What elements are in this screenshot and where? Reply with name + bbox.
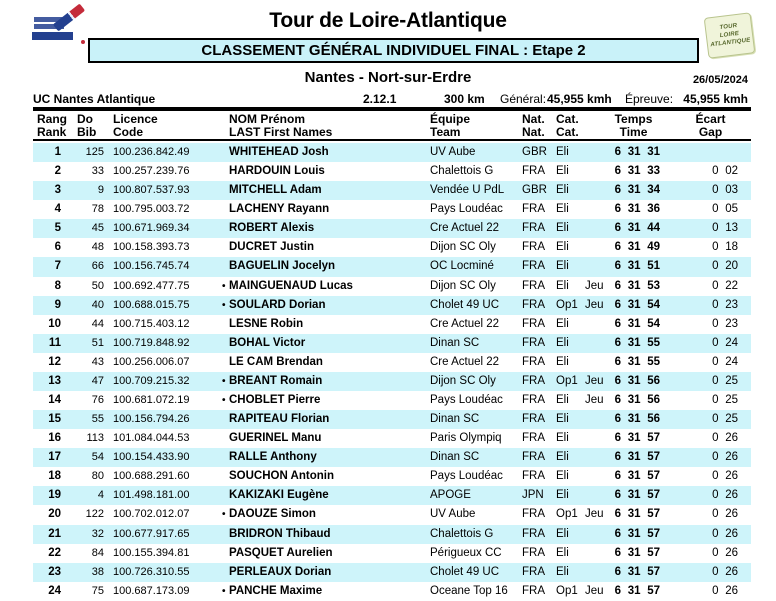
category: Eli [556,336,569,349]
rank-cell: 1 [54,146,61,158]
licence-cell: 100.677.917.65 [113,527,190,540]
rank-cell: 16 [48,432,61,445]
gap-cell: 0 26 [712,508,738,521]
category: Eli [556,394,569,407]
rider-name: KAKIZAKI Eugène [229,489,329,502]
column-header-time: Temps Time [614,112,653,139]
category: Eli [556,546,569,559]
category: Eli [556,260,569,273]
gap-cell: 0 26 [712,546,738,559]
category: Eli [556,184,569,197]
table-row [33,238,751,257]
table-row [33,277,751,296]
table-row [33,353,751,372]
gap-cell: 0 26 [712,470,738,483]
gap-cell: 0 18 [712,241,738,254]
nationality: FRA [522,527,545,540]
bib-cell: 33 [91,165,104,178]
gap-cell: 0 25 [712,394,738,407]
time-cell: 6 31 56 [614,374,660,387]
nationality: FRA [522,565,545,578]
category: Eli [556,432,569,445]
logo-banner-bar [32,32,73,40]
team-name: UV Aube [430,508,476,521]
young-rider-bullet-icon: • [222,375,226,387]
young-rider-flag: Jeu [585,508,604,521]
rider-name: • MAINGUENAUD Lucas [229,277,429,296]
rank-cell: 23 [48,565,61,578]
event-speed-value: 45,955 kmh [683,92,748,106]
nationality: FRA [522,508,545,521]
table-row [33,334,751,353]
licence-cell: 100.236.842.49 [113,146,190,158]
team-name: Pays Loudéac [430,394,503,407]
time-cell: 6 31 57 [614,489,660,502]
column-header-nat: Nat. Nat. [522,112,545,139]
nationality: FRA [522,584,545,597]
bib-cell: 76 [91,394,104,407]
nationality: FRA [522,470,545,483]
gap-cell: 0 25 [712,374,738,387]
table-row [33,219,751,238]
race-distance: 300 km [444,92,485,106]
time-cell: 6 31 57 [614,546,660,559]
rider-name: BAGUELIN Jocelyn [229,260,336,273]
page-title: Tour de Loire-Atlantique [269,9,507,32]
column-header-bib: Do Bib [77,112,97,139]
licence-cell: 100.688.015.75 [113,298,190,311]
rider-name: BRIDRON Thibaud [229,527,331,540]
table-row [33,315,751,334]
nationality: GBR [522,146,547,158]
nationality: FRA [522,355,545,368]
rider-name: MITCHELL Adam [229,184,322,197]
category: Eli [556,146,569,158]
licence-cell: 101.084.044.53 [113,432,190,445]
team-name: Vendée U PdL [430,184,505,197]
gap-cell: 0 22 [712,279,738,292]
gap-cell: 0 26 [712,489,738,502]
table-row [33,162,751,181]
rank-cell: 17 [48,451,61,464]
licence-cell: 100.807.537.93 [113,184,190,197]
time-cell: 6 31 49 [614,241,660,254]
table-row [33,181,751,200]
table-row [33,582,751,601]
time-cell: 6 31 36 [614,203,660,216]
rank-cell: 22 [48,546,61,559]
rank-cell: 9 [54,298,61,311]
bib-cell: 43 [91,355,104,368]
time-cell: 6 31 54 [614,317,660,330]
licence-cell: 100.715.403.12 [113,317,190,330]
team-name: Cholet 49 UC [430,298,500,311]
time-cell: 6 31 57 [614,527,660,540]
race-code: 2.12.1 [363,92,397,106]
table-row [33,563,751,582]
rank-cell: 6 [54,241,61,254]
time-cell: 6 31 31 [614,146,660,158]
gap-cell: 0 20 [712,260,738,273]
time-cell: 6 31 44 [614,222,660,235]
licence-cell: 100.702.012.07 [113,508,190,521]
bib-cell: 84 [91,546,104,559]
rank-cell: 18 [48,470,61,483]
table-row [33,296,751,315]
rank-cell: 13 [48,374,61,387]
team-name: Chalettois G [430,165,494,178]
gap-cell: 0 02 [712,165,738,178]
stage-date: 26/05/2024 [692,74,748,86]
category: Op1 [556,584,578,597]
organizer-club: UC Nantes Atlantique [33,92,156,106]
gap-cell [683,143,738,162]
rider-name: PASQUET Aurelien [229,546,333,559]
team-name: Dinan SC [430,413,480,426]
young-rider-flag: Jeu [585,298,604,311]
rank-cell: 8 [54,279,61,292]
team-name: Cholet 49 UC [430,565,500,578]
rider-name: BOHAL Victor [229,336,306,349]
column-header-rank: Rang Rank [37,112,67,139]
rider-name: WHITEHEAD Josh [229,146,329,158]
team-name: Dinan SC [430,336,480,349]
rider-name: • CHOBLET Pierre [229,391,429,410]
nationality: FRA [522,394,545,407]
badge-text-line: ATLANTIQUE [710,37,751,49]
gap-cell: 0 24 [712,336,738,349]
gap-cell: 0 23 [712,317,738,330]
rider-name: • SOULARD Dorian [229,296,429,315]
nationality: JPN [522,489,544,502]
team-name: OC Locminé [430,260,494,273]
young-rider-flag: Jeu [585,584,604,597]
bib-cell: 40 [91,298,104,311]
bib-cell: 66 [91,260,104,273]
table-row [33,544,751,563]
category: Eli [556,279,569,292]
bib-cell: 32 [91,527,104,540]
young-rider-bullet-icon: • [222,509,226,521]
rider-name: LACHENY Rayann [229,203,330,216]
rider-name: DUCRET Justin [229,241,314,254]
bib-cell: 9 [97,184,104,197]
gap-cell: 0 25 [712,413,738,426]
logo-red-dot-icon [81,40,85,44]
bib-cell: 50 [91,279,104,292]
category: Eli [556,241,569,254]
column-header-team: Équipe Team [430,112,471,139]
category: Eli [556,317,569,330]
rank-cell: 20 [48,508,61,521]
gap-cell: 0 26 [712,451,738,464]
rank-cell: 11 [48,336,61,349]
rank-cell: 2 [54,165,61,178]
bib-cell: 55 [91,413,104,426]
team-name: Chalettois G [430,527,494,540]
rider-name: • PANCHE Maxime [229,582,429,601]
nationality: FRA [522,298,545,311]
bib-cell: 47 [91,374,104,387]
category: Eli [556,489,569,502]
time-cell: 6 31 57 [614,584,660,597]
table-row [33,372,751,391]
category: Op1 [556,298,578,311]
nationality: FRA [522,451,545,464]
time-cell: 6 31 55 [614,355,660,368]
young-rider-bullet-icon: • [222,280,226,292]
licence-cell: 100.795.003.72 [113,203,190,216]
category: Op1 [556,374,578,387]
team-name: Dijon SC Oly [430,374,496,387]
licence-cell: 101.498.181.00 [113,489,190,502]
rank-cell: 24 [48,584,61,597]
time-cell: 6 31 51 [614,260,660,273]
table-row [33,448,751,467]
rank-cell: 21 [48,527,61,540]
bib-cell: 51 [91,336,104,349]
column-header-licence: Licence Code [113,112,158,139]
time-cell: 6 31 54 [614,298,660,311]
licence-cell: 100.257.239.76 [113,165,190,178]
rider-name: HARDOUIN Louis [229,165,325,178]
table-header [33,113,751,141]
licence-cell: 100.687.173.09 [113,584,190,597]
licence-cell: 100.154.433.90 [113,451,190,464]
bib-cell: 78 [91,203,104,216]
licence-cell: 100.256.006.07 [113,355,190,368]
team-name: Cre Actuel 22 [430,222,500,235]
nationality: FRA [522,222,545,235]
bib-cell: 122 [85,508,104,521]
young-rider-flag: Jeu [585,394,604,407]
licence-cell: 100.155.394.81 [113,546,190,559]
time-cell: 6 31 57 [614,451,660,464]
rank-cell: 5 [54,222,61,235]
licence-cell: 100.692.477.75 [113,279,190,292]
gap-cell: 0 26 [712,432,738,445]
category: Eli [556,565,569,578]
team-name: Périgueux CC [430,546,502,559]
bib-cell: 54 [91,451,104,464]
rider-name: LE CAM Brendan [229,355,323,368]
time-cell: 6 31 33 [614,165,660,178]
team-name: UV Aube [430,146,476,158]
team-name: Dijon SC Oly [430,241,496,254]
team-name: Cre Actuel 22 [430,355,500,368]
rank-cell: 15 [48,413,61,426]
header-divider [33,107,751,111]
time-cell: 6 31 57 [614,470,660,483]
nationality: FRA [522,241,545,254]
licence-cell: 100.709.215.32 [113,374,190,387]
young-rider-bullet-icon: • [222,395,226,407]
column-header-gap: Écart Gap [695,112,726,139]
licence-cell: 100.156.794.26 [113,413,190,426]
rank-cell: 12 [48,355,61,368]
category: Eli [556,451,569,464]
stage-title: Nantes - Nort-sur-Erdre [304,69,472,86]
licence-cell: 100.158.393.73 [113,241,190,254]
rider-name: • DAOUZE Simon [229,505,429,524]
category: Eli [556,222,569,235]
table-row [33,143,751,162]
gap-cell: 0 26 [712,584,738,597]
gap-cell: 0 23 [712,298,738,311]
classification-banner: CLASSEMENT GÉNÉRAL INDIVIDUEL FINAL : Etape 2 [88,38,699,63]
team-name: Cre Actuel 22 [430,317,500,330]
time-cell: 6 31 55 [614,336,660,349]
young-rider-flag: Jeu [585,374,604,387]
table-row [33,257,751,276]
table-row [33,391,751,410]
gap-cell: 0 13 [712,222,738,235]
rider-name: ROBERT Alexis [229,222,315,235]
rider-name: LESNE Robin [229,317,304,330]
event-speed-label: Épreuve: [625,92,674,106]
licence-cell: 100.671.969.34 [113,222,190,235]
licence-cell: 100.688.291.60 [113,470,190,483]
bib-cell: 80 [91,470,104,483]
bib-cell: 44 [91,317,104,330]
rank-cell: 4 [54,203,61,216]
nationality: FRA [522,260,545,273]
rank-cell: 7 [54,260,61,273]
nationality: FRA [522,413,545,426]
time-cell: 6 31 57 [614,565,660,578]
table-row [33,525,751,544]
licence-cell: 100.156.745.74 [113,260,190,273]
rider-name: GUERINEL Manu [229,432,322,445]
bib-cell: 4 [97,489,104,502]
licence-cell: 100.719.848.92 [113,336,190,349]
nationality: FRA [522,203,545,216]
general-speed-value: 45,955 kmh [547,92,612,106]
bib-cell: 75 [91,584,104,597]
nationality: FRA [522,546,545,559]
rank-cell: 10 [48,317,61,330]
time-cell: 6 31 53 [614,279,660,292]
young-rider-bullet-icon: • [222,299,226,311]
rider-name: PERLEAUX Dorian [229,565,332,578]
time-cell: 6 31 57 [614,508,660,521]
category: Eli [556,527,569,540]
table-row [33,486,751,505]
table-row [33,200,751,219]
category: Eli [556,470,569,483]
team-name: Dinan SC [430,451,480,464]
column-header-cat: Cat. Cat. [556,112,579,139]
nationality: FRA [522,374,545,387]
young-rider-flag: Jeu [585,279,604,292]
team-name: Oceane Top 16 [430,584,508,597]
licence-cell: 100.681.072.19 [113,394,190,407]
table-row [33,467,751,486]
time-cell: 6 31 57 [614,432,660,445]
time-cell: 6 31 56 [614,394,660,407]
category: Eli [556,413,569,426]
table-body [33,143,751,601]
gap-cell: 0 24 [712,355,738,368]
rider-name: RAPITEAU Florian [229,413,330,426]
nationality: FRA [522,317,545,330]
gap-cell: 0 26 [712,527,738,540]
team-name: APOGE [430,489,471,502]
table-row [33,429,751,448]
team-name: Pays Loudéac [430,203,503,216]
rider-name: • BREANT Romain [229,372,429,391]
table-row [33,410,751,429]
bib-cell: 45 [91,222,104,235]
time-cell: 6 31 34 [614,184,660,197]
bib-cell: 125 [85,146,104,158]
gap-cell: 0 05 [712,203,738,216]
gap-cell: 0 26 [712,565,738,578]
bib-cell: 38 [91,565,104,578]
team-name: Paris Olympiq [430,432,502,445]
team-name: Pays Loudéac [430,470,503,483]
nationality: FRA [522,165,545,178]
licence-cell: 100.726.310.55 [113,565,190,578]
table-row [33,505,751,524]
category: Eli [556,355,569,368]
gap-cell: 0 03 [712,184,738,197]
nationality: FRA [522,432,545,445]
category: Op1 [556,508,578,521]
rider-name: RALLE Anthony [229,451,317,464]
time-cell: 6 31 56 [614,413,660,426]
rank-cell: 14 [48,394,61,407]
general-speed-label: Général: [500,92,547,106]
rider-name: SOUCHON Antonin [229,470,334,483]
nationality: FRA [522,279,545,292]
young-rider-bullet-icon: • [222,585,226,597]
nationality: FRA [522,336,545,349]
bib-cell: 48 [91,241,104,254]
category: Eli [556,203,569,216]
badge-text-line: LOIRE [719,30,740,40]
column-header-name: NOM Prénom LAST First Names [229,112,333,139]
rank-cell: 19 [48,489,61,502]
category: Eli [556,165,569,178]
team-name: Dijon SC Oly [430,279,496,292]
nationality: GBR [522,184,547,197]
badge-text-line: TOUR [719,23,738,32]
bib-cell: 113 [86,432,104,445]
rank-cell: 3 [54,184,61,197]
